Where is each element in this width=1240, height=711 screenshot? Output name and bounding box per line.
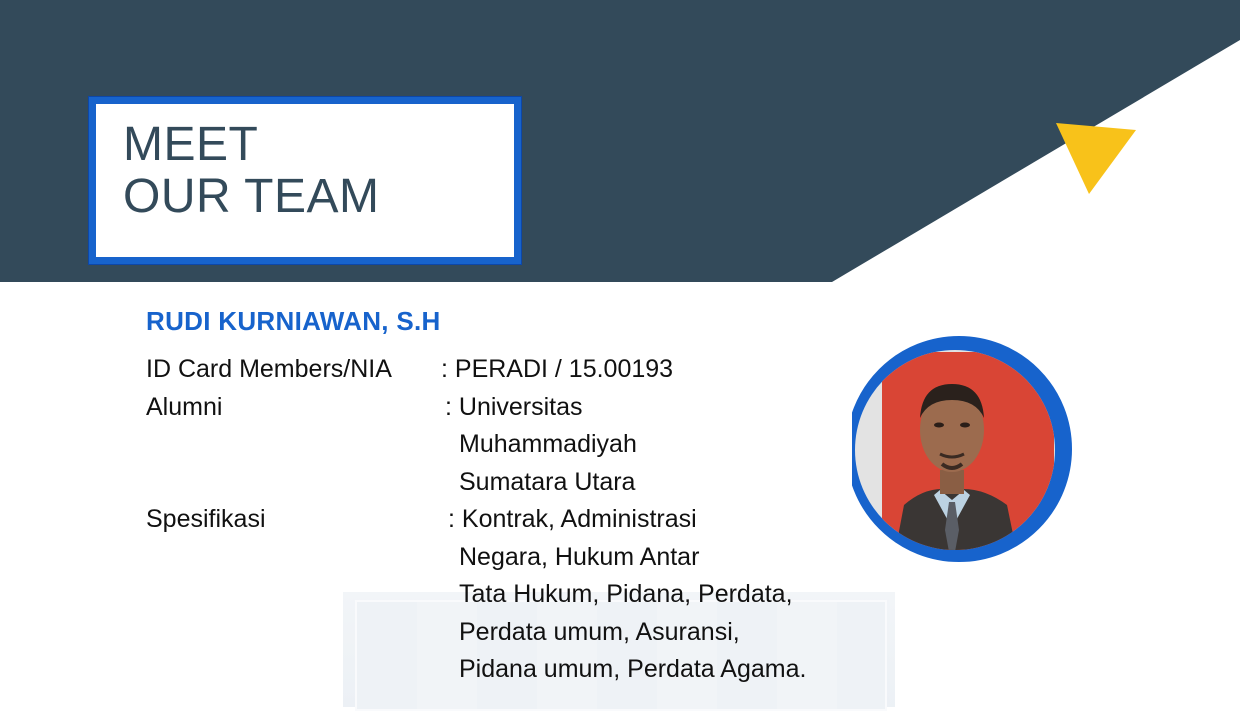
field-value-spesifikasi-line3: Tata Hukum, Pidana, Perdata, [459,580,793,608]
field-value-spesifikasi-line1: : Kontrak, Administrasi [448,505,697,533]
field-value-alumni-line2: Muhammadiyah [459,430,637,458]
title-line-1: MEET [123,118,259,171]
field-value-alumni-line1: : Universitas [445,393,583,421]
member-name: RUDI KURNIAWAN, S.H [146,306,441,336]
profile-photo [852,330,1080,568]
field-label-spesifikasi: Spesifikasi [146,505,266,533]
field-label-nia: ID Card Members/NIA [146,355,392,383]
title-line-2: OUR TEAM [123,170,380,223]
field-value-nia: : PERADI / 15.00193 [441,355,674,383]
field-value-spesifikasi-line4: Perdata umum, Asuransi, [459,618,740,646]
title-box [89,97,521,264]
field-value-spesifikasi-line5: Pidana umum, Perdata Agama. [459,655,807,683]
background-watermark-image [343,592,895,707]
field-value-spesifikasi-line2: Negara, Hukum Antar [459,543,700,571]
field-label-alumni: Alumni [146,393,223,421]
yellow-triangle-decoration [1056,123,1136,194]
field-value-alumni-line3: Sumatara Utara [459,468,636,496]
